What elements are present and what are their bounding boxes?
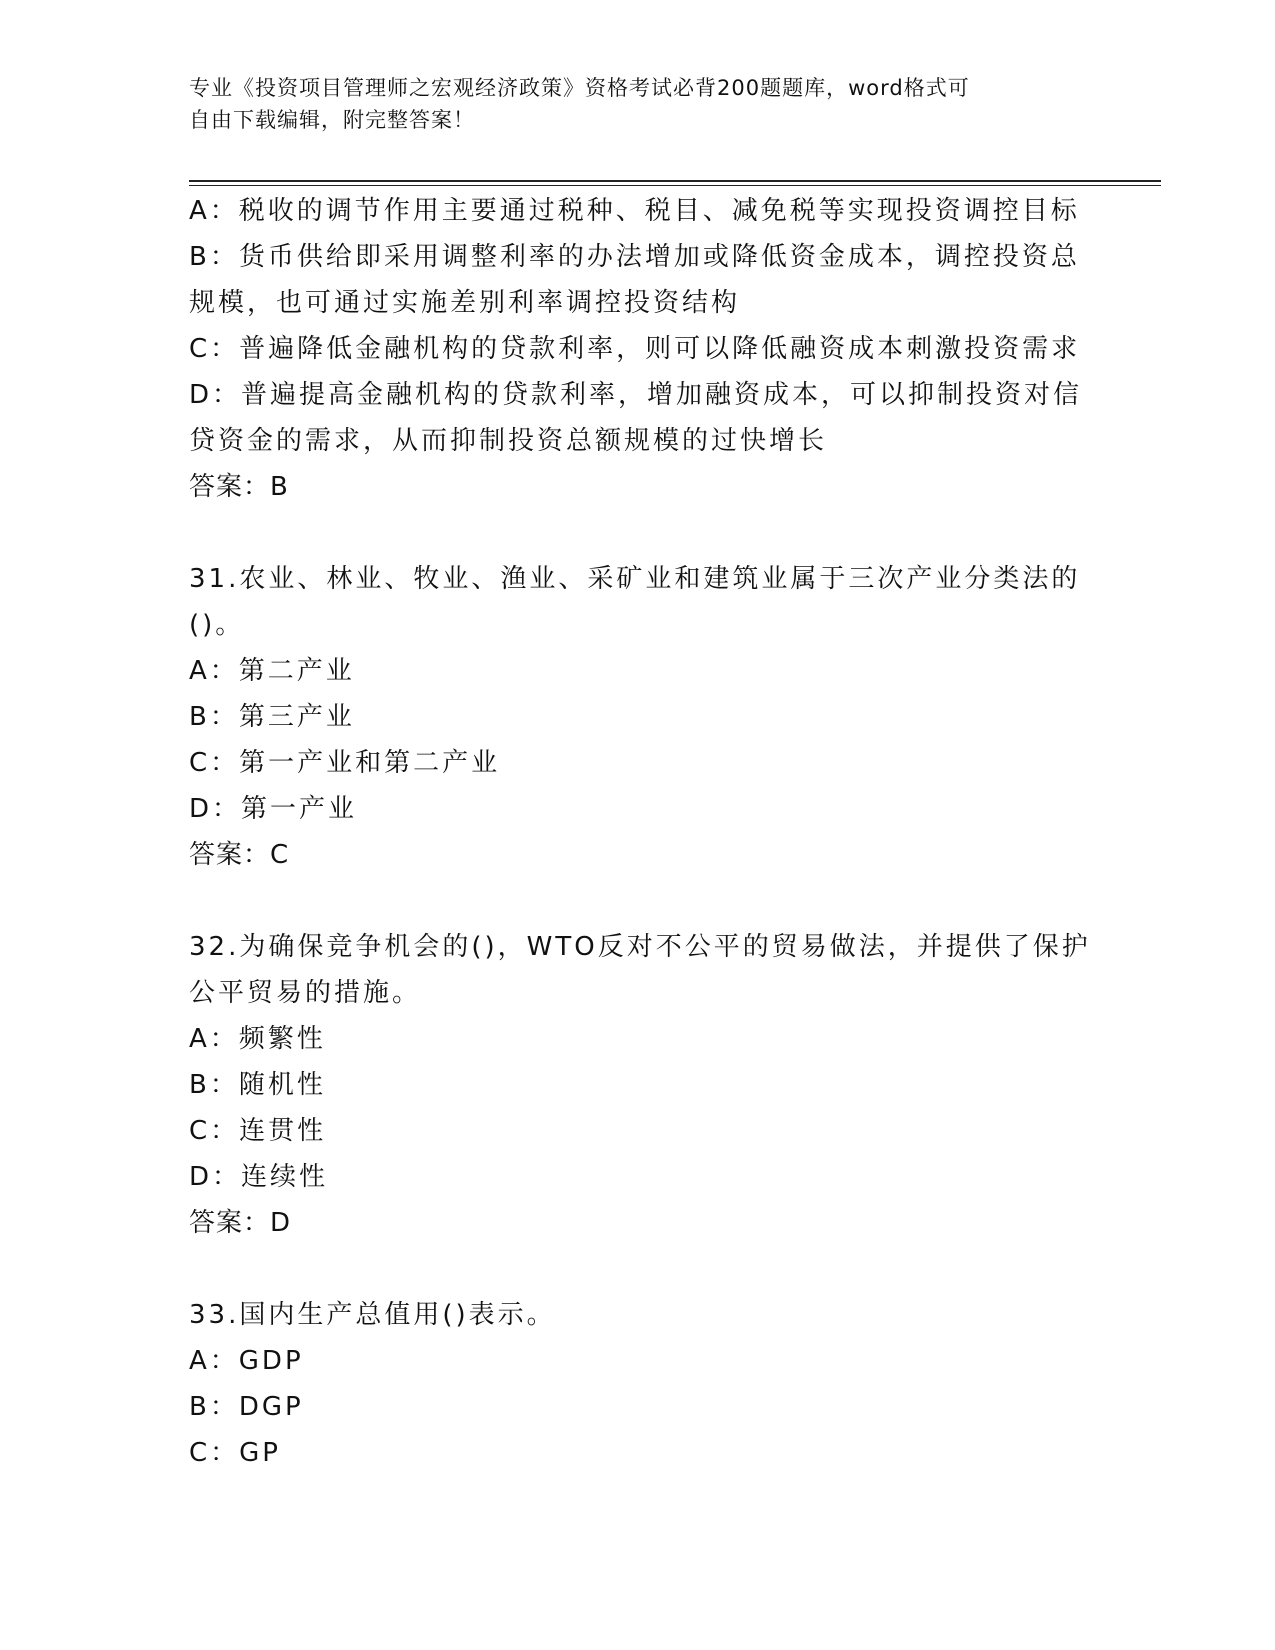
question-stem: 32.为确保竞争机会的()，WTO反对不公平的贸易做法，并提供了保护 [189,932,1091,962]
question-stem-continued: 公平贸易的措施。 [189,978,422,1008]
question-33 [189,1292,1089,1476]
option-a: A：GDP [189,1346,304,1376]
answer: 答案：B [189,472,289,502]
option-c: C：普遍降低金融机构的贷款利率，则可以降低融资成本刺激投资需求 [189,334,1081,364]
option-d: D：第一产业 [189,794,358,824]
option-b: B：DGP [189,1392,304,1422]
header-line-1: 专业《投资项目管理师之宏观经济政策》资格考试必背200题题库，word格式可 [189,76,970,100]
option-d: D：连续性 [189,1162,329,1192]
option-d: D：普遍提高金融机构的贷款利率，增加融资成本，可以抑制投资对信 [189,380,1083,410]
question-30-options [189,188,1089,510]
header-divider [189,180,1161,186]
question-stem: 33.国内生产总值用()表示。 [189,1300,556,1330]
option-d-continued: 贷资金的需求，从而抑制投资总额规模的过快增长 [189,426,828,456]
document-header [189,72,1089,136]
option-b-continued: 规模，也可通过实施差别利率调控投资结构 [189,288,741,318]
option-a: A：频繁性 [189,1024,326,1054]
question-content [189,188,1089,1476]
option-a: A：税收的调节作用主要通过税种、税目、减免税等实现投资调控目标 [189,196,1080,226]
option-a: A：第二产业 [189,656,355,686]
question-31 [189,556,1089,878]
question-32 [189,924,1089,1246]
option-b: B：第三产业 [189,702,355,732]
question-stem-continued: ()。 [189,610,245,640]
question-stem: 31.农业、林业、牧业、渔业、采矿业和建筑业属于三次产业分类法的 [189,564,1081,594]
option-b: B：随机性 [189,1070,326,1100]
answer: 答案：D [189,1208,292,1238]
answer: 答案：C [189,840,290,870]
option-b: B：货币供给即采用调整利率的办法增加或降低资金成本，调控投资总 [189,242,1080,272]
option-c: C：第一产业和第二产业 [189,748,501,778]
option-c: C：GP [189,1438,281,1468]
header-line-2: 自由下载编辑，附完整答案！ [189,108,475,132]
option-c: C：连贯性 [189,1116,327,1146]
